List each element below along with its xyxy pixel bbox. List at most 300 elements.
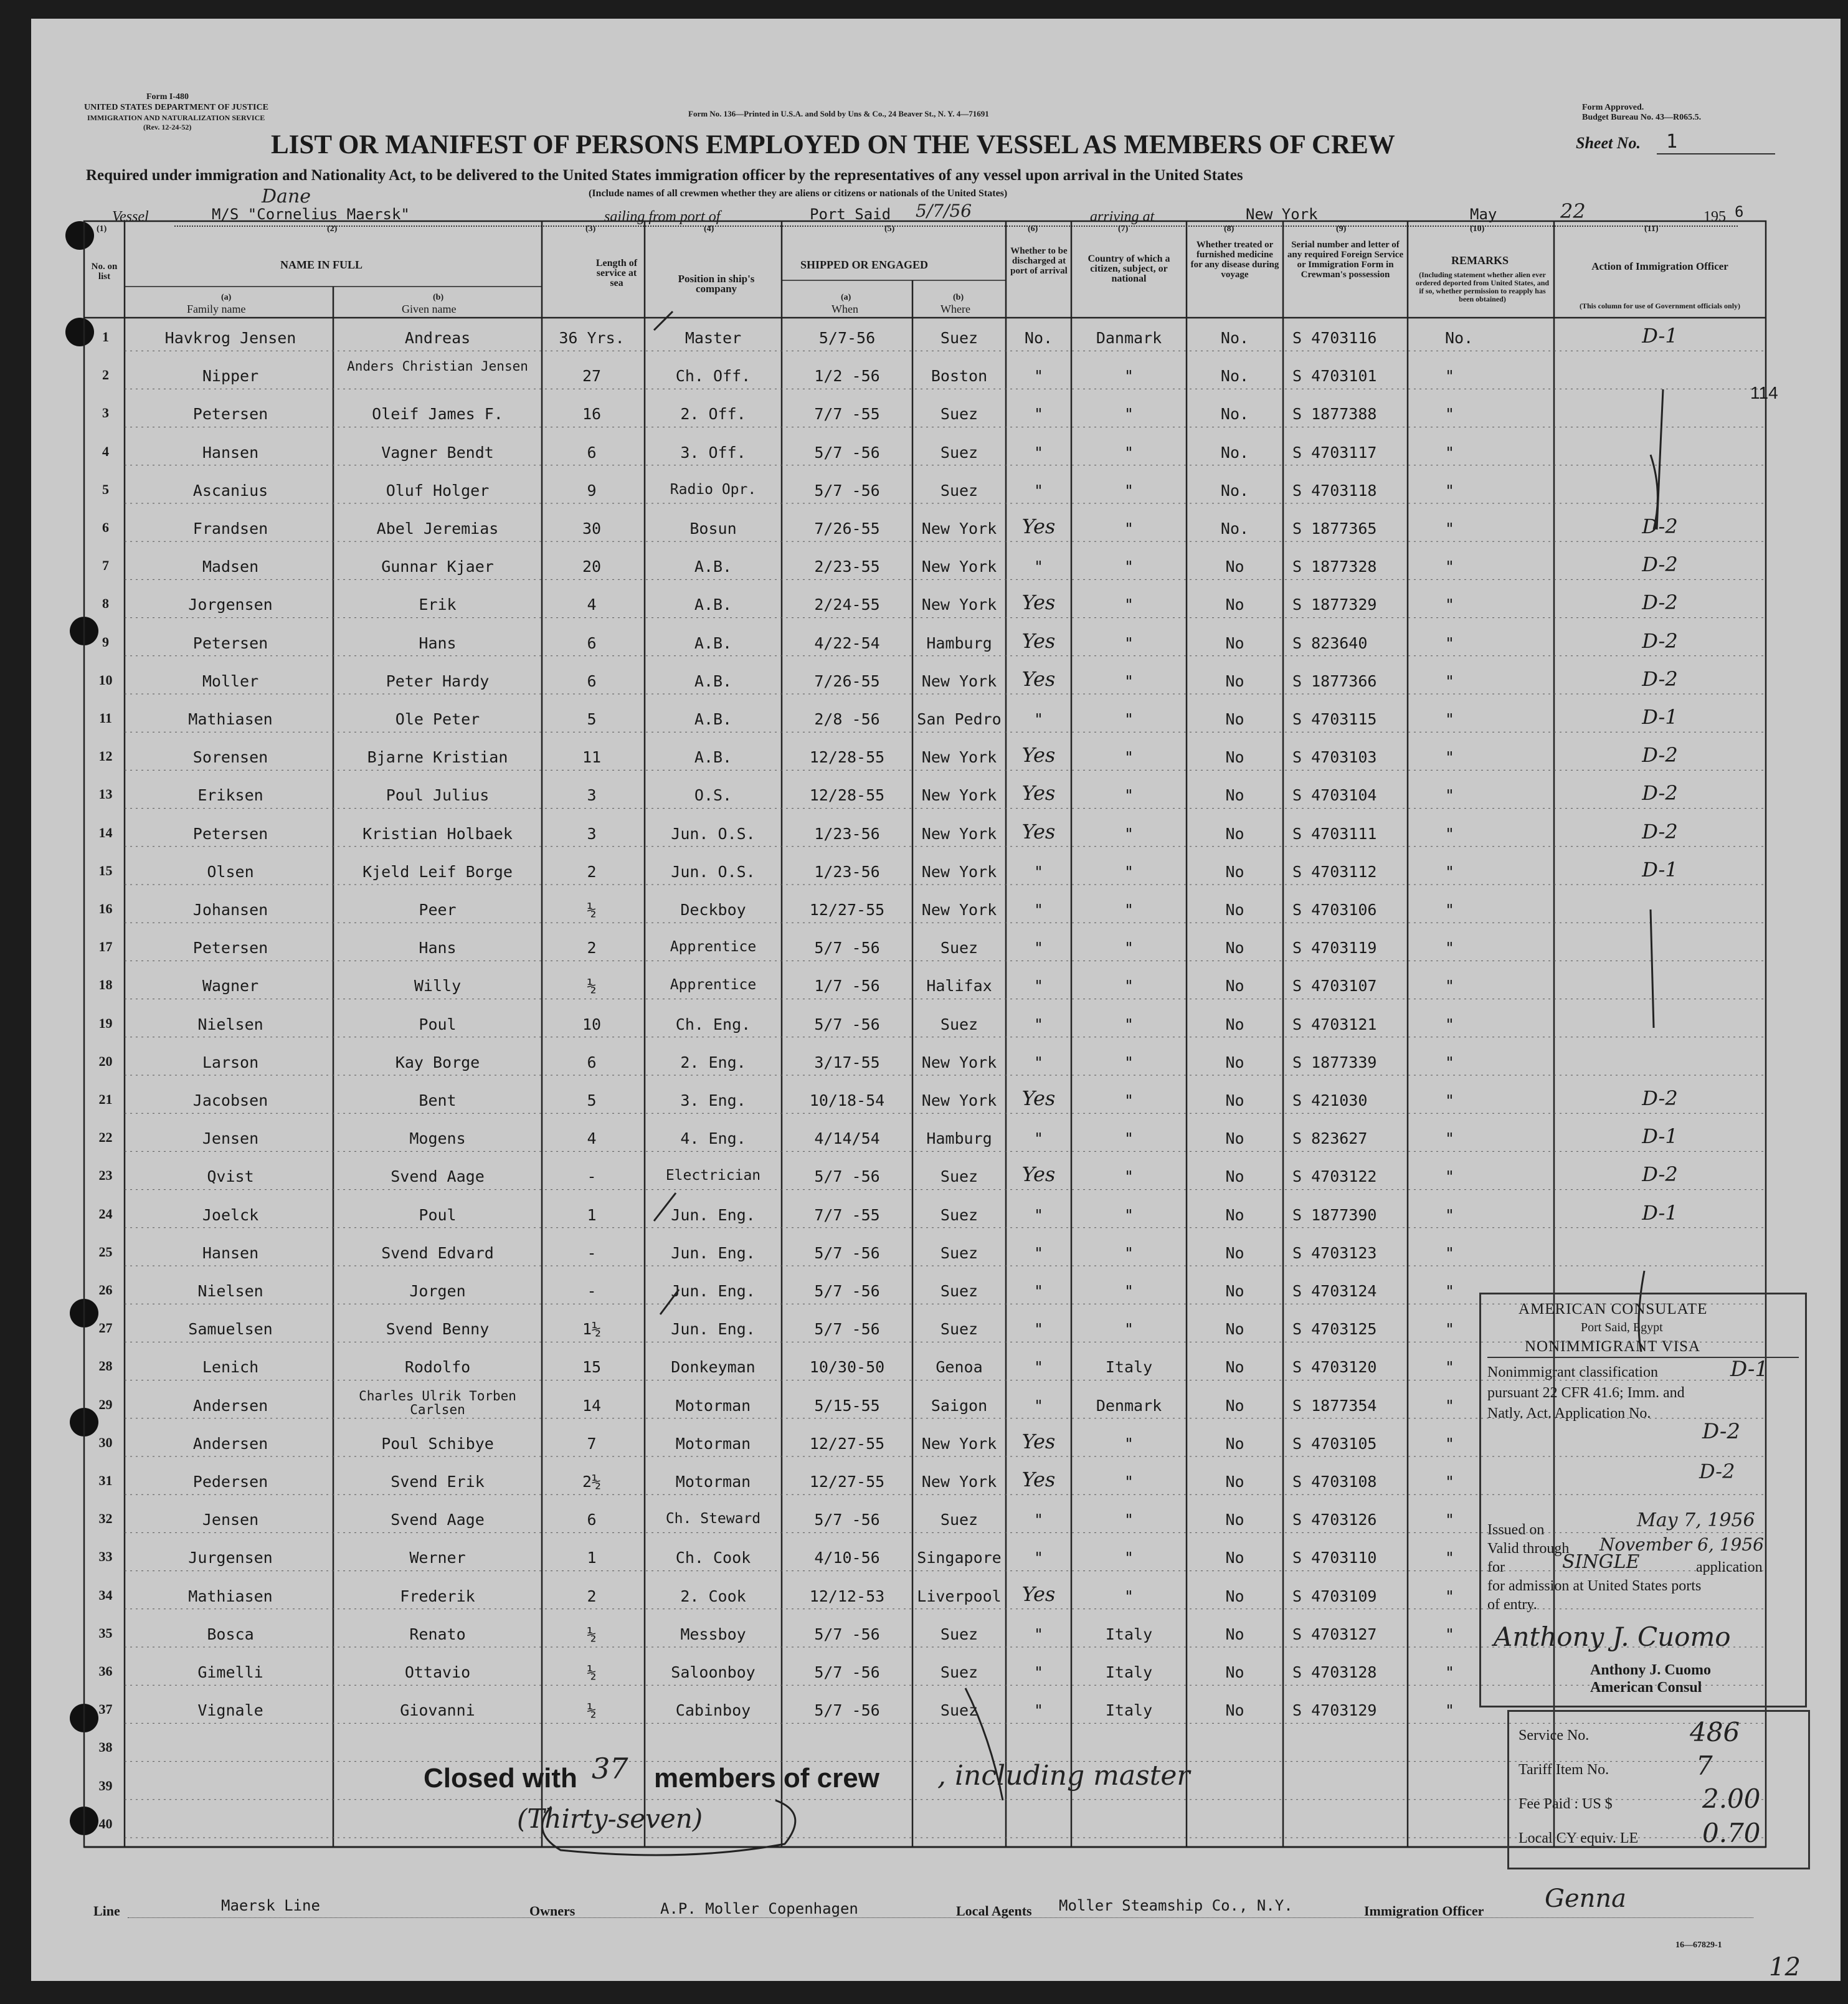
position: 3. Eng.: [680, 1091, 746, 1109]
treated: No: [1225, 1015, 1244, 1033]
given-name: Bent: [419, 1091, 457, 1109]
footer-underline: [128, 1917, 1753, 1918]
row-number: 2: [102, 367, 109, 383]
country: ": [1124, 596, 1134, 614]
position: Motorman: [675, 1396, 751, 1415]
country: ": [1124, 1205, 1134, 1224]
shipped-when: 4/10-56: [814, 1549, 880, 1567]
country: Danmark: [1096, 329, 1162, 347]
shipped-when: 5/7 -56: [814, 1701, 880, 1720]
country: ": [1124, 1434, 1134, 1453]
form-right-2: Budget Bureau No. 43—R065.5.: [1582, 113, 1702, 122]
country: ": [1124, 558, 1134, 576]
manifest-sheet: [31, 19, 1841, 1981]
family-name: Havkrog Jensen: [164, 329, 296, 347]
country: ": [1124, 862, 1134, 881]
treated: No: [1225, 1625, 1244, 1643]
family-name: Qvist: [207, 1167, 254, 1186]
treated: No: [1225, 748, 1244, 767]
shipped-where: New York: [921, 672, 997, 690]
header-shipped: SHIPPED OR ENGAGED: [800, 259, 929, 271]
immigration-action: D-2: [1642, 781, 1678, 805]
length-of-service: 6: [587, 634, 597, 652]
serial-number: S 823640: [1292, 634, 1368, 652]
sailing-from: Port Said: [810, 206, 891, 223]
family-name: Hansen: [202, 443, 259, 462]
shipped-when: 7/26-55: [814, 520, 880, 538]
family-name: Petersen: [192, 634, 268, 652]
form-left-3: IMMIGRATION AND NATURALIZATION SERVICE: [87, 113, 265, 122]
shipped-where: Suez: [940, 405, 978, 424]
given-name: Peer: [419, 901, 457, 919]
side-note: 114: [1750, 383, 1778, 402]
shipped-where: Suez: [940, 1701, 978, 1720]
header-action-note: (This column for use of Government officials only): [1579, 302, 1741, 310]
given-name: Werner: [409, 1549, 466, 1567]
family-name: Bosca: [207, 1625, 254, 1643]
row-number: 17: [98, 939, 113, 955]
given-name: Andreas: [404, 329, 471, 347]
serial-number: S 1877328: [1292, 558, 1377, 576]
row-number: 5: [102, 481, 109, 497]
position: Saloonboy: [671, 1663, 756, 1681]
consulate-place: Port Said, Egypt: [1581, 1321, 1663, 1334]
family-name: Sorensen: [192, 748, 268, 767]
serial-number: S 1877388: [1292, 405, 1377, 424]
given-name: Svend Aage: [391, 1167, 485, 1186]
remarks: ": [1445, 405, 1455, 424]
length-of-service: 1: [587, 1549, 597, 1567]
treated: No: [1225, 634, 1244, 652]
treated: No.: [1220, 367, 1249, 386]
header-country: Country of which a citizen, subject, or national: [1087, 254, 1170, 284]
remarks: ": [1445, 1511, 1455, 1529]
country: ": [1124, 1320, 1134, 1339]
vessel-nationality-hand: Dane: [262, 186, 311, 207]
position: Electrician: [665, 1167, 761, 1184]
given-name: Ole Peter: [395, 710, 480, 728]
country: ": [1124, 1091, 1134, 1109]
country: ": [1124, 1473, 1134, 1491]
country: ": [1124, 901, 1134, 919]
header-when-a: (a): [841, 293, 851, 302]
treated: No: [1225, 862, 1244, 881]
local-label: Local CY equiv. LE: [1519, 1830, 1639, 1846]
given-name: Jorgen: [409, 1282, 466, 1300]
col-num-8: (8): [1224, 224, 1234, 234]
position: Ch. Cook: [675, 1549, 751, 1567]
given-name: Frederik: [400, 1587, 475, 1605]
shipped-where: Suez: [940, 939, 978, 957]
treated: No: [1225, 710, 1244, 728]
application-label: application: [1696, 1559, 1763, 1575]
discharged: No.: [1024, 329, 1053, 347]
header-where-b: (b): [953, 293, 964, 302]
family-name: Petersen: [192, 824, 268, 843]
remarks: ": [1445, 367, 1455, 386]
remarks: ": [1445, 596, 1455, 614]
agents-label: Local Agents: [956, 1903, 1032, 1919]
shipped-when: 1/7 -56: [814, 977, 880, 995]
vessel-name: M/S "Cornelius Maersk": [212, 206, 410, 223]
country: Denmark: [1096, 1396, 1162, 1415]
row-number: 22: [98, 1129, 113, 1146]
row-number: 29: [98, 1396, 113, 1412]
position: Jun. Eng.: [671, 1282, 756, 1300]
page-title: LIST OR MANIFEST OF PERSONS EMPLOYED ON THE VESSEL AS MEMBERS OF CREW: [271, 130, 1395, 159]
shipped-when: 1/2 -56: [814, 367, 880, 386]
serial-number: S 823627: [1292, 1129, 1368, 1148]
given-name: Rodolfo: [404, 1358, 471, 1377]
remarks: ": [1445, 901, 1455, 919]
header-given-b: (b): [433, 293, 444, 302]
line-value: Maersk Line: [221, 1897, 320, 1914]
row-number: 24: [98, 1205, 113, 1222]
position: Cabinboy: [675, 1701, 751, 1720]
given-name: Charles Ulrik Torben Carlsen: [359, 1388, 516, 1417]
serial-number: S 1877365: [1292, 520, 1377, 538]
position: A.B.: [694, 710, 732, 728]
shipped-where: Suez: [940, 1511, 978, 1529]
treated: No: [1225, 1167, 1244, 1186]
shipped-when: 5/7-56: [818, 329, 876, 347]
given-name: Kjeld Leif Borge: [362, 862, 513, 881]
row-number: 10: [98, 672, 113, 688]
country: ": [1124, 786, 1134, 805]
discharged: Yes: [1021, 781, 1056, 805]
treated: No: [1225, 786, 1244, 805]
family-name: Hansen: [202, 1243, 259, 1262]
shipped-where: Liverpool: [917, 1587, 1002, 1605]
header-position: Position in ship's company: [678, 273, 755, 295]
given-name: Poul Julius: [386, 786, 490, 805]
treated: No: [1225, 1205, 1244, 1224]
length-of-service: ½: [587, 977, 597, 995]
treated: No: [1225, 1473, 1244, 1491]
shipped-when: 12/27-55: [809, 901, 885, 919]
treated: No: [1225, 1358, 1244, 1377]
closed-with-label: Closed with: [424, 1763, 577, 1793]
discharged: ": [1033, 1701, 1044, 1720]
closing-words: (Thirty-seven): [517, 1803, 703, 1834]
remarks: ": [1445, 939, 1455, 957]
family-name: Nipper: [202, 367, 259, 386]
row-number: 4: [102, 443, 109, 459]
treated: No: [1225, 977, 1244, 995]
visa-line-3: Natly. Act. Application No.: [1487, 1405, 1651, 1422]
form-right-1: Form Approved.: [1582, 103, 1644, 112]
shipped-when: 5/7 -56: [814, 1511, 880, 1529]
shipped-where: Suez: [940, 1320, 978, 1339]
remarks: ": [1445, 786, 1455, 805]
given-name: Kay Borge: [395, 1053, 480, 1071]
row-number: 9: [102, 634, 109, 650]
length-of-service: 6: [587, 443, 597, 462]
serial-number: S 4703122: [1292, 1167, 1377, 1186]
row-number: 20: [98, 1053, 113, 1069]
given-name: Mogens: [409, 1129, 466, 1148]
position: Messboy: [680, 1625, 746, 1643]
remarks: ": [1445, 1701, 1455, 1720]
position: O.S.: [694, 786, 732, 805]
discharged: ": [1033, 1129, 1044, 1148]
shipped-where: New York: [921, 1434, 997, 1453]
position: Jun. Eng.: [671, 1320, 756, 1339]
country: ": [1124, 1549, 1134, 1567]
treated: No: [1225, 1320, 1244, 1339]
for-single-hand: SINGLE: [1562, 1551, 1640, 1573]
treated: No: [1225, 1701, 1244, 1720]
length-of-service: 7: [587, 1434, 597, 1453]
row-number: 32: [98, 1511, 113, 1527]
discharged: ": [1033, 977, 1044, 995]
shipped-when: 12/28-55: [809, 748, 885, 767]
discharged: ": [1033, 1396, 1044, 1415]
closing-including: , including master: [937, 1760, 1190, 1792]
position: Bosun: [689, 520, 737, 538]
shipped-when: 10/30-50: [809, 1358, 885, 1377]
shipped-when: 1/23-56: [814, 862, 880, 881]
discharged: ": [1033, 1320, 1044, 1339]
country: Italy: [1105, 1663, 1153, 1681]
local-value: 0.70: [1702, 1818, 1761, 1848]
remarks: No.: [1445, 329, 1474, 347]
discharged: Yes: [1021, 1468, 1056, 1491]
form-printer: Form No. 136—Printed in U.S.A. and Sold by Uns & Co., 24 Beaver St., N. Y. 4—71691: [688, 109, 989, 118]
subtitle: Required under immigration and Nationality Act, to be delivered to the United States immigration officer by the representatives of any vessel upon arrival in the United States: [86, 167, 1243, 184]
form-left-2: UNITED STATES DEPARTMENT OF JUSTICE: [84, 103, 268, 112]
country: ": [1124, 1015, 1134, 1033]
remarks: ": [1445, 1243, 1455, 1262]
serial-number: S 4703105: [1292, 1434, 1377, 1453]
length-of-service: 11: [582, 748, 602, 767]
remarks: ": [1445, 520, 1455, 538]
col-num-11: (11): [1644, 224, 1659, 234]
family-name: Andersen: [192, 1396, 268, 1415]
visa-app-hand: D-2: [1702, 1419, 1741, 1444]
treated: No: [1225, 1587, 1244, 1605]
shipped-when: 5/7 -56: [814, 1015, 880, 1033]
given-name: Anders Christian Jensen: [347, 359, 528, 374]
visa-line-1: Nonimmigrant classification: [1487, 1364, 1658, 1380]
country: ": [1124, 1129, 1134, 1148]
position: A.B.: [694, 748, 732, 767]
treated: No: [1225, 1511, 1244, 1529]
shipped-when: 7/26-55: [814, 672, 880, 690]
shipped-when: 5/7 -56: [814, 1663, 880, 1681]
length-of-service: 2½: [582, 1473, 602, 1491]
position: A.B.: [694, 672, 732, 690]
country: ": [1124, 1511, 1134, 1529]
treated: No.: [1220, 443, 1249, 462]
given-name: Oluf Holger: [386, 481, 490, 500]
consul-signature-hand: Anthony J. Cuomo: [1494, 1622, 1731, 1652]
length-of-service: 5: [587, 710, 597, 728]
row-number: 30: [98, 1434, 113, 1450]
valid-label: Valid through: [1487, 1541, 1570, 1557]
family-name: Gimelli: [197, 1663, 263, 1681]
country: ": [1124, 634, 1134, 652]
col-num-9: (9): [1336, 224, 1347, 234]
shipped-where: Suez: [940, 1282, 978, 1300]
shipped-where: San Pedro: [917, 710, 1002, 728]
length-of-service: 30: [582, 520, 602, 538]
header-when: When: [832, 303, 858, 315]
header-family: Family name: [187, 303, 246, 315]
serial-number: S 4703115: [1292, 710, 1377, 728]
discharged: Yes: [1021, 1429, 1056, 1453]
family-name: Nielsen: [197, 1015, 263, 1033]
row-number: 19: [98, 1015, 113, 1031]
row-number: 25: [98, 1243, 113, 1260]
form-left-1: Form I-480: [146, 92, 189, 102]
shipped-where: Suez: [940, 1167, 978, 1186]
admission-line: for admission at United States ports: [1487, 1578, 1702, 1594]
sheet-label: Sheet No.: [1576, 134, 1641, 152]
shipped-when: 12/12-53: [809, 1587, 885, 1605]
remarks: ": [1445, 1320, 1455, 1339]
given-name: Peter Hardy: [386, 672, 490, 690]
immigration-action: D-2: [1642, 1162, 1678, 1187]
remarks: ": [1445, 710, 1455, 728]
discharged: ": [1033, 1015, 1044, 1033]
position: 2. Cook: [680, 1587, 746, 1605]
remarks: ": [1445, 1587, 1455, 1605]
col-num-7: (7): [1118, 224, 1129, 234]
row-number: 6: [102, 520, 109, 535]
shipped-where: Singapore: [917, 1549, 1002, 1567]
remarks: ": [1445, 1053, 1455, 1071]
remarks: ": [1445, 558, 1455, 576]
treated: No: [1225, 1663, 1244, 1681]
treated: No: [1225, 1396, 1244, 1415]
agents-value: Moller Steamship Co., N.Y.: [1059, 1897, 1293, 1914]
row-number: 39: [98, 1777, 113, 1793]
discharged: ": [1033, 1243, 1044, 1262]
given-name: Abel Jeremias: [376, 520, 499, 538]
sailing-date: 5/7/56: [916, 201, 972, 221]
shipped-when: 10/18-54: [809, 1091, 885, 1109]
tariff-value: 7: [1696, 1750, 1713, 1781]
valid-date-hand: November 6, 1956: [1599, 1534, 1764, 1555]
length-of-service: 27: [582, 367, 602, 386]
serial-number: S 4703117: [1292, 443, 1377, 462]
row-number: 23: [98, 1167, 113, 1184]
serial-number: S 4703118: [1292, 481, 1377, 500]
remarks: ": [1445, 1625, 1455, 1643]
treated: No: [1225, 672, 1244, 690]
family-name: Olsen: [207, 862, 254, 881]
length-of-service: -: [587, 1167, 597, 1186]
given-name: Renato: [409, 1625, 466, 1643]
shipped-when: 3/17-55: [814, 1053, 880, 1071]
shipped-where: New York: [921, 786, 997, 805]
discharged: Yes: [1021, 515, 1056, 538]
year-suffix: 6: [1735, 203, 1744, 221]
shipped-where: New York: [921, 862, 997, 881]
shipped-where: Suez: [940, 1625, 978, 1643]
immigration-action: D-2: [1642, 819, 1678, 843]
service-value: 486: [1690, 1717, 1740, 1747]
given-name: Poul Schibye: [381, 1434, 494, 1453]
arriving-label: arriving at: [1090, 209, 1155, 225]
shipped-when: 5/7 -56: [814, 1625, 880, 1643]
serial-number: S 4703108: [1292, 1473, 1377, 1491]
consul-name: Anthony J. Cuomo: [1590, 1662, 1712, 1678]
treated: No: [1225, 1549, 1244, 1567]
serial-number: S 4703120: [1292, 1358, 1377, 1377]
shipped-when: 2/8 -56: [814, 710, 880, 728]
family-name: Jensen: [202, 1511, 259, 1529]
immigration-action: D-1: [1642, 324, 1678, 348]
length-of-service: 3: [587, 786, 597, 805]
remarks: ": [1445, 672, 1455, 690]
country: ": [1124, 1167, 1134, 1186]
shipped-where: Suez: [940, 1205, 978, 1224]
remarks: ": [1445, 1129, 1455, 1148]
consulate-visa-stamp: [1479, 1293, 1807, 1707]
shipped-where: Suez: [940, 1663, 978, 1681]
row-number: 33: [98, 1549, 113, 1565]
row-number: 31: [98, 1473, 113, 1488]
length-of-service: 15: [582, 1358, 602, 1377]
owners-value: A.P. Moller Copenhagen: [660, 1900, 858, 1917]
length-of-service: 6: [587, 1511, 597, 1529]
country: ": [1124, 939, 1134, 957]
row-number: 37: [98, 1701, 113, 1717]
treated: No: [1225, 1129, 1244, 1148]
family-name: Petersen: [192, 939, 268, 957]
remarks: ": [1445, 1663, 1455, 1681]
length-of-service: 6: [587, 1053, 597, 1071]
remarks: ": [1445, 1549, 1455, 1567]
serial-number: S 1877390: [1292, 1205, 1377, 1224]
col-num-10: (10): [1470, 224, 1485, 234]
length-of-service: 1½: [582, 1320, 602, 1339]
discharged: ": [1033, 481, 1044, 500]
serial-number: S 4703128: [1292, 1663, 1377, 1681]
family-name: Samuelsen: [188, 1320, 273, 1339]
serial-number: S 1877339: [1292, 1053, 1377, 1071]
length-of-service: 36 Yrs.: [559, 329, 625, 347]
length-of-service: 2: [587, 1587, 597, 1605]
discharged: Yes: [1021, 743, 1056, 767]
shipped-when: 12/27-55: [809, 1434, 885, 1453]
serial-number: S 4703111: [1292, 824, 1377, 843]
header-no-on-list: No. on list: [91, 262, 118, 282]
shipped-where: Suez: [940, 481, 978, 500]
family-name: Pedersen: [192, 1473, 268, 1491]
treated: No.: [1220, 405, 1249, 424]
arriving-at: New York: [1246, 206, 1318, 223]
shipped-where: Suez: [940, 329, 978, 347]
discharged: ": [1033, 558, 1044, 576]
discharged: Yes: [1021, 1162, 1056, 1187]
length-of-service: 2: [587, 939, 597, 957]
position: Motorman: [675, 1473, 751, 1491]
year-prefix: 195: [1703, 209, 1726, 225]
treated: No: [1225, 1053, 1244, 1071]
length-of-service: 20: [582, 558, 602, 576]
discharged: ": [1033, 405, 1044, 424]
shipped-where: Hamburg: [926, 634, 992, 652]
treated: No: [1225, 1243, 1244, 1262]
treated: No.: [1220, 481, 1249, 500]
position: 2. Eng.: [680, 1053, 746, 1071]
immigration-action: D-2: [1642, 667, 1678, 691]
serial-number: S 4703110: [1292, 1549, 1377, 1567]
discharged: Yes: [1021, 667, 1056, 691]
